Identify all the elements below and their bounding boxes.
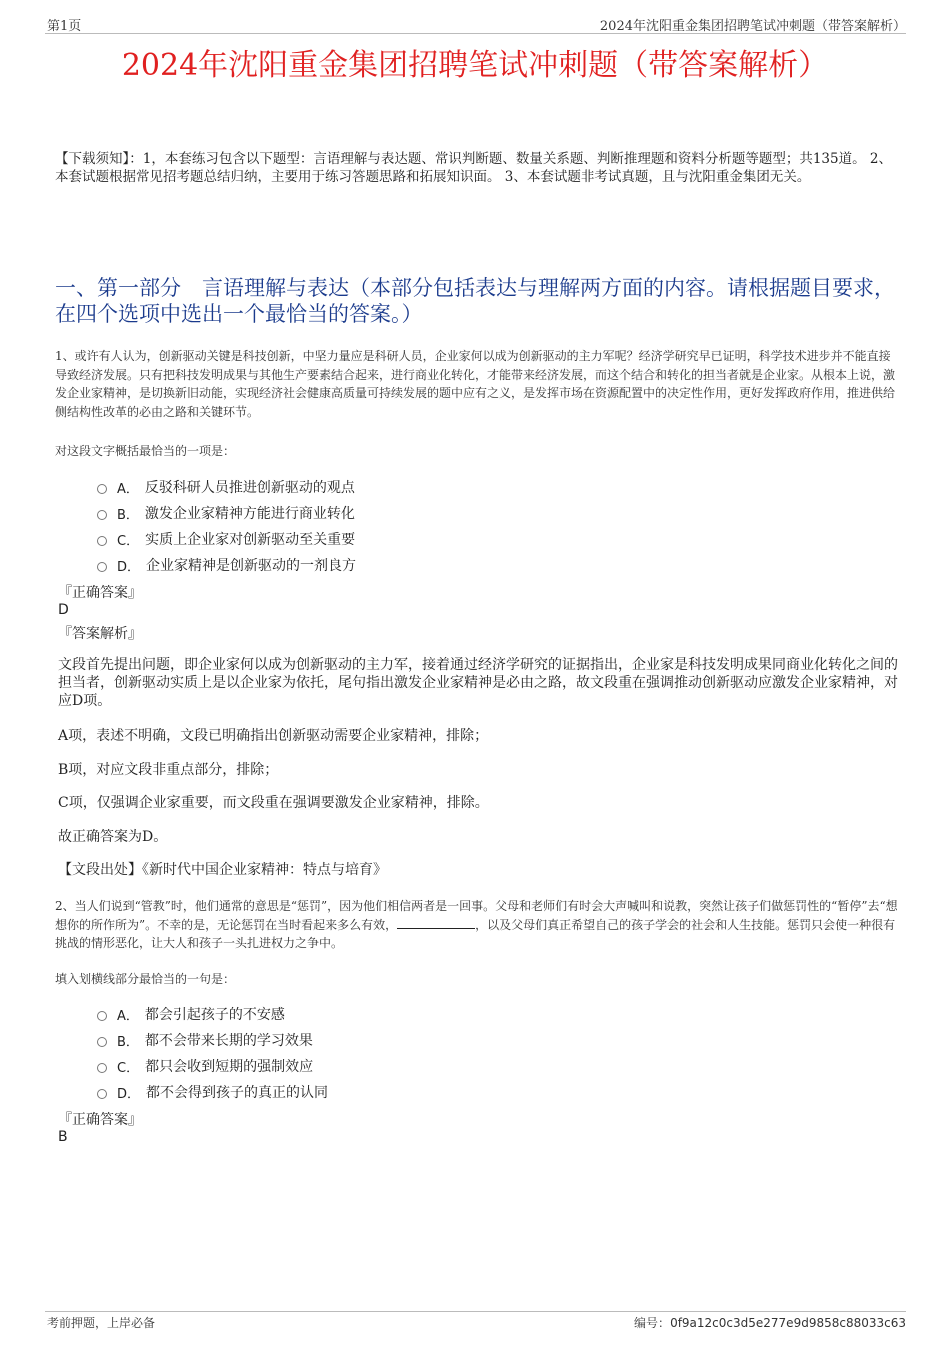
radio-icon[interactable] bbox=[97, 484, 107, 494]
question-2-prompt: 填入划横线部分最恰当的一句是： bbox=[55, 972, 236, 986]
footer-divider bbox=[45, 1311, 906, 1312]
option-text: 激发企业家精神方能进行商业转化 bbox=[144, 506, 355, 522]
question-2-stem-after: ，以及父母们真正希望自己的孩子学会的社会和人生技能。惩罚只会使一种很有挑战的情形恶化，让大人和孩子一头扎进权力之争中。 bbox=[55, 917, 896, 950]
question-1-prompt: 对这段文字概括最恰当的一项是： bbox=[55, 444, 236, 458]
option-letter: C． bbox=[117, 1060, 140, 1076]
question-2-answer-label: 『正确答案』 bbox=[58, 1112, 142, 1128]
radio-icon[interactable] bbox=[97, 536, 107, 546]
question-1-answer-label: 『正确答案』 bbox=[58, 585, 142, 601]
option-text: 都不会得到孩子的真正的认同 bbox=[146, 1085, 329, 1101]
header-doc-title: 2024年沈阳重金集团招聘笔试冲刺题（带答案解析） bbox=[599, 19, 906, 34]
radio-icon[interactable] bbox=[97, 1037, 107, 1047]
question-2-option-a[interactable] bbox=[97, 1004, 285, 1024]
download-notice: 【下载须知】：1，本套练习包含以下题型：言语理解与表达题、常识判断题、数量关系题、判断推理题和资料分析题等题型；共135道。 2、本套试题根据常见招考题总结归纳，主要用于练习答题思路和拓展知识面。 3、本套试题非考试真题，且与沈阳重金集团无关。 bbox=[55, 151, 892, 185]
radio-icon[interactable] bbox=[97, 1011, 107, 1021]
footer-code-label: 编号： bbox=[634, 1316, 671, 1330]
footer-code-value: 0f9a12c0c3d5e277e9d9858c88033c63 bbox=[670, 1316, 906, 1330]
option-letter: B． bbox=[117, 507, 139, 523]
radio-icon[interactable] bbox=[97, 1063, 107, 1073]
radio-icon[interactable] bbox=[97, 510, 107, 520]
question-1-note-c: C项，仅强调企业家重要，而文段重在强调要激发企业家精神，排除。 bbox=[58, 795, 489, 811]
option-letter: A． bbox=[117, 481, 139, 497]
option-text: 都不会带来长期的学习效果 bbox=[144, 1033, 313, 1049]
footer-code bbox=[634, 1314, 906, 1331]
question-1-option-a[interactable] bbox=[97, 477, 355, 497]
question-1-stem: 1、或许有人认为，创新驱动关键是科技创新，中坚力量应是科研人员，企业家何以成为创新驱动的主力军呢？经济学研究早已证明，科学技术进步并不能直接导致经济发展。只有把科技发明成果与其他生产要素结合起来，进行商业化转化，才能带来经济发展，而这个结合和转化的担当者就是企业家。从根本上说，激发企业家精神，是切换新旧动能，实现经济社会健康高质量可持续发展的题中应有之义，是发挥市场在资源配置中的决定性作用，更好发挥政府作用，推进供给侧结构性改革的必由之路和关键环节。 bbox=[55, 349, 896, 419]
page-number: 第1页 bbox=[47, 19, 82, 34]
question-1-option-c[interactable] bbox=[97, 529, 355, 549]
question-1-analysis: 文段首先提出问题，即企业家何以成为创新驱动的主力军，接着通过经济学研究的证据指出，企业家是科技发明成果同商业化转化之间的担当者，创新驱动实质上是以企业家为依托，尾句指出激发企业家精神是必由之路，故文段重在强调推动创新驱动应激发企业家精神，对应D项。 bbox=[58, 657, 898, 709]
question-1-analysis-label: 『答案解析』 bbox=[58, 626, 142, 642]
question-2-option-b[interactable] bbox=[97, 1030, 313, 1050]
option-letter: C． bbox=[117, 533, 140, 549]
question-2-option-c[interactable] bbox=[97, 1056, 313, 1076]
option-letter: D． bbox=[117, 559, 141, 575]
section-title: 一、第一部分 言语理解与表达（本部分包括表达与理解两方面的内容。请根据题目要求，在四个选项中选出一个最恰当的答案。） bbox=[55, 276, 895, 326]
question-1-conclusion: 故正确答案为D。 bbox=[58, 829, 168, 845]
question-1-option-b[interactable] bbox=[97, 503, 355, 523]
option-text: 反驳科研人员推进创新驱动的观点 bbox=[144, 480, 355, 496]
radio-icon[interactable] bbox=[97, 1089, 107, 1099]
option-letter: D． bbox=[117, 1086, 141, 1102]
option-text: 都会引起孩子的不安感 bbox=[144, 1007, 285, 1023]
question-2-stem-before: 2、当人们说到“管教”时，他们通常的意思是“惩罚”，因为他们相信两者是一回事。父母和老师们有时会大声喊叫和说教，突然让孩子们做惩罚性的“暂停”去“想想你的所作所为”。不幸的是，无论惩罚在当时看起来多么有效， bbox=[55, 899, 898, 932]
footer-slogan: 考前押题，上岸必备 bbox=[47, 1316, 156, 1330]
question-1-option-d[interactable] bbox=[97, 555, 356, 575]
question-1-note-a: A项，表述不明确，文段已明确指出创新驱动需要企业家精神，排除； bbox=[58, 728, 489, 744]
option-text: 企业家精神是创新驱动的一剂良方 bbox=[146, 558, 357, 574]
option-text: 实质上企业家对创新驱动至关重要 bbox=[145, 532, 356, 548]
option-letter: A． bbox=[117, 1008, 139, 1024]
question-1-answer: D bbox=[58, 602, 69, 618]
page-title: 2024年沈阳重金集团招聘笔试冲刺题（带答案解析） bbox=[121, 48, 829, 83]
header-divider bbox=[45, 33, 906, 34]
question-2-option-d[interactable] bbox=[97, 1082, 328, 1102]
radio-icon[interactable] bbox=[97, 562, 107, 572]
question-1-note-b: B项，对应文段非重点部分，排除； bbox=[58, 762, 279, 778]
question-2-answer: B bbox=[58, 1129, 68, 1145]
option-text: 都只会收到短期的强制效应 bbox=[145, 1059, 314, 1075]
fill-blank bbox=[397, 918, 475, 929]
question-2-stem bbox=[55, 897, 900, 953]
question-1-source: 【文段出处】《新时代中国企业家精神：特点与培育》 bbox=[58, 862, 387, 878]
option-letter: B． bbox=[117, 1034, 139, 1050]
